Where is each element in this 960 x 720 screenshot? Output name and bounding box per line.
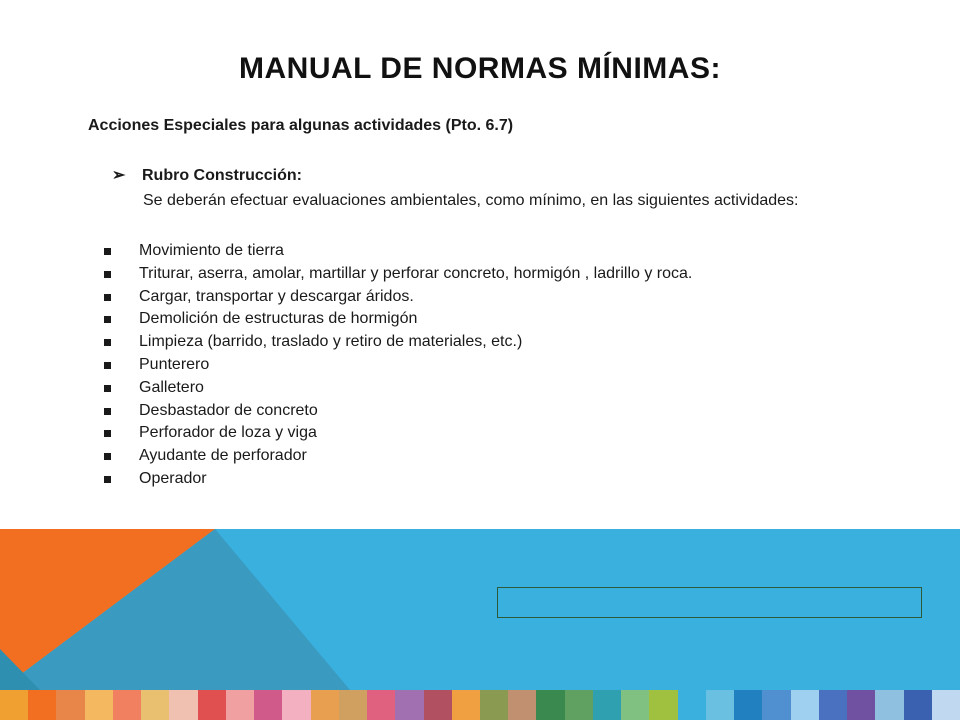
intro-text: Se deberán efectuar evaluaciones ambientales, como mínimo, en las siguientes actividades: xyxy=(143,192,799,209)
square-bullet-icon xyxy=(104,453,111,460)
color-stripe xyxy=(198,690,226,720)
color-stripe xyxy=(282,690,310,720)
color-stripe xyxy=(536,690,564,720)
list-item xyxy=(104,354,692,377)
color-stripe xyxy=(593,690,621,720)
color-stripe xyxy=(932,690,960,720)
square-bullet-icon xyxy=(104,408,111,415)
color-stripe xyxy=(875,690,903,720)
rubro-label: Rubro Construcción: xyxy=(142,167,302,184)
color-stripe xyxy=(452,690,480,720)
color-stripe xyxy=(85,690,113,720)
color-stripe xyxy=(791,690,819,720)
rubro-heading xyxy=(112,165,302,185)
color-stripe xyxy=(480,690,508,720)
list-item-text: Perforador de loza y viga xyxy=(139,424,317,442)
color-stripe xyxy=(28,690,56,720)
list-item xyxy=(104,377,692,400)
square-bullet-icon xyxy=(104,271,111,278)
color-stripe xyxy=(113,690,141,720)
list-item-text: Galletero xyxy=(139,378,204,396)
square-bullet-icon xyxy=(104,316,111,323)
color-stripe xyxy=(339,690,367,720)
color-stripe xyxy=(678,690,706,720)
list-item-text: Desbastador de concreto xyxy=(139,401,318,419)
color-stripe xyxy=(0,690,28,720)
color-stripe xyxy=(56,690,84,720)
list-item xyxy=(104,308,692,331)
color-stripe xyxy=(565,690,593,720)
color-stripe xyxy=(226,690,254,720)
square-bullet-icon xyxy=(104,362,111,369)
square-bullet-icon xyxy=(104,248,111,255)
list-item xyxy=(104,422,692,445)
color-stripe xyxy=(734,690,762,720)
square-bullet-icon xyxy=(104,476,111,483)
color-stripes xyxy=(0,690,960,720)
color-stripe xyxy=(395,690,423,720)
empty-text-box xyxy=(497,587,922,618)
list-item xyxy=(104,331,692,354)
square-bullet-icon xyxy=(104,385,111,392)
list-item-text: Operador xyxy=(139,469,207,487)
color-stripe xyxy=(621,690,649,720)
list-item xyxy=(104,286,692,309)
list-item-text: Triturar, aserra, amolar, martillar y perforar concreto, hormigón , ladrillo y roca. xyxy=(139,264,693,282)
color-stripe xyxy=(762,690,790,720)
list-item-text: Cargar, transportar y descargar áridos. xyxy=(139,287,414,305)
list-item-text: Demolición de estructuras de hormigón xyxy=(139,310,418,328)
color-stripe xyxy=(847,690,875,720)
list-item-text: Punterero xyxy=(139,355,210,373)
color-stripe xyxy=(141,690,169,720)
list-item xyxy=(104,468,692,491)
color-stripe xyxy=(424,690,452,720)
color-stripe xyxy=(169,690,197,720)
color-stripe xyxy=(367,690,395,720)
arrow-bullet-icon: ➢ xyxy=(112,167,126,184)
color-stripe xyxy=(706,690,734,720)
color-stripe xyxy=(508,690,536,720)
list-item xyxy=(104,445,692,468)
square-bullet-icon xyxy=(104,430,111,437)
list-item-text: Ayudante de perforador xyxy=(139,447,307,465)
square-bullet-icon xyxy=(104,294,111,301)
list-item xyxy=(104,400,692,423)
color-stripe xyxy=(904,690,932,720)
color-stripe xyxy=(819,690,847,720)
color-stripe xyxy=(254,690,282,720)
activity-list xyxy=(104,240,692,491)
list-item xyxy=(104,263,692,286)
color-stripe xyxy=(649,690,677,720)
slide-subtitle: Acciones Especiales para algunas actividades (Pto. 6.7) xyxy=(88,117,514,134)
list-item-text: Limpieza (barrido, traslado y retiro de materiales, etc.) xyxy=(139,333,523,351)
list-item xyxy=(104,240,692,263)
slide-title: MANUAL DE NORMAS MÍNIMAS: xyxy=(239,52,721,85)
square-bullet-icon xyxy=(104,339,111,346)
color-stripe xyxy=(311,690,339,720)
list-item-text: Movimiento de tierra xyxy=(139,242,284,259)
